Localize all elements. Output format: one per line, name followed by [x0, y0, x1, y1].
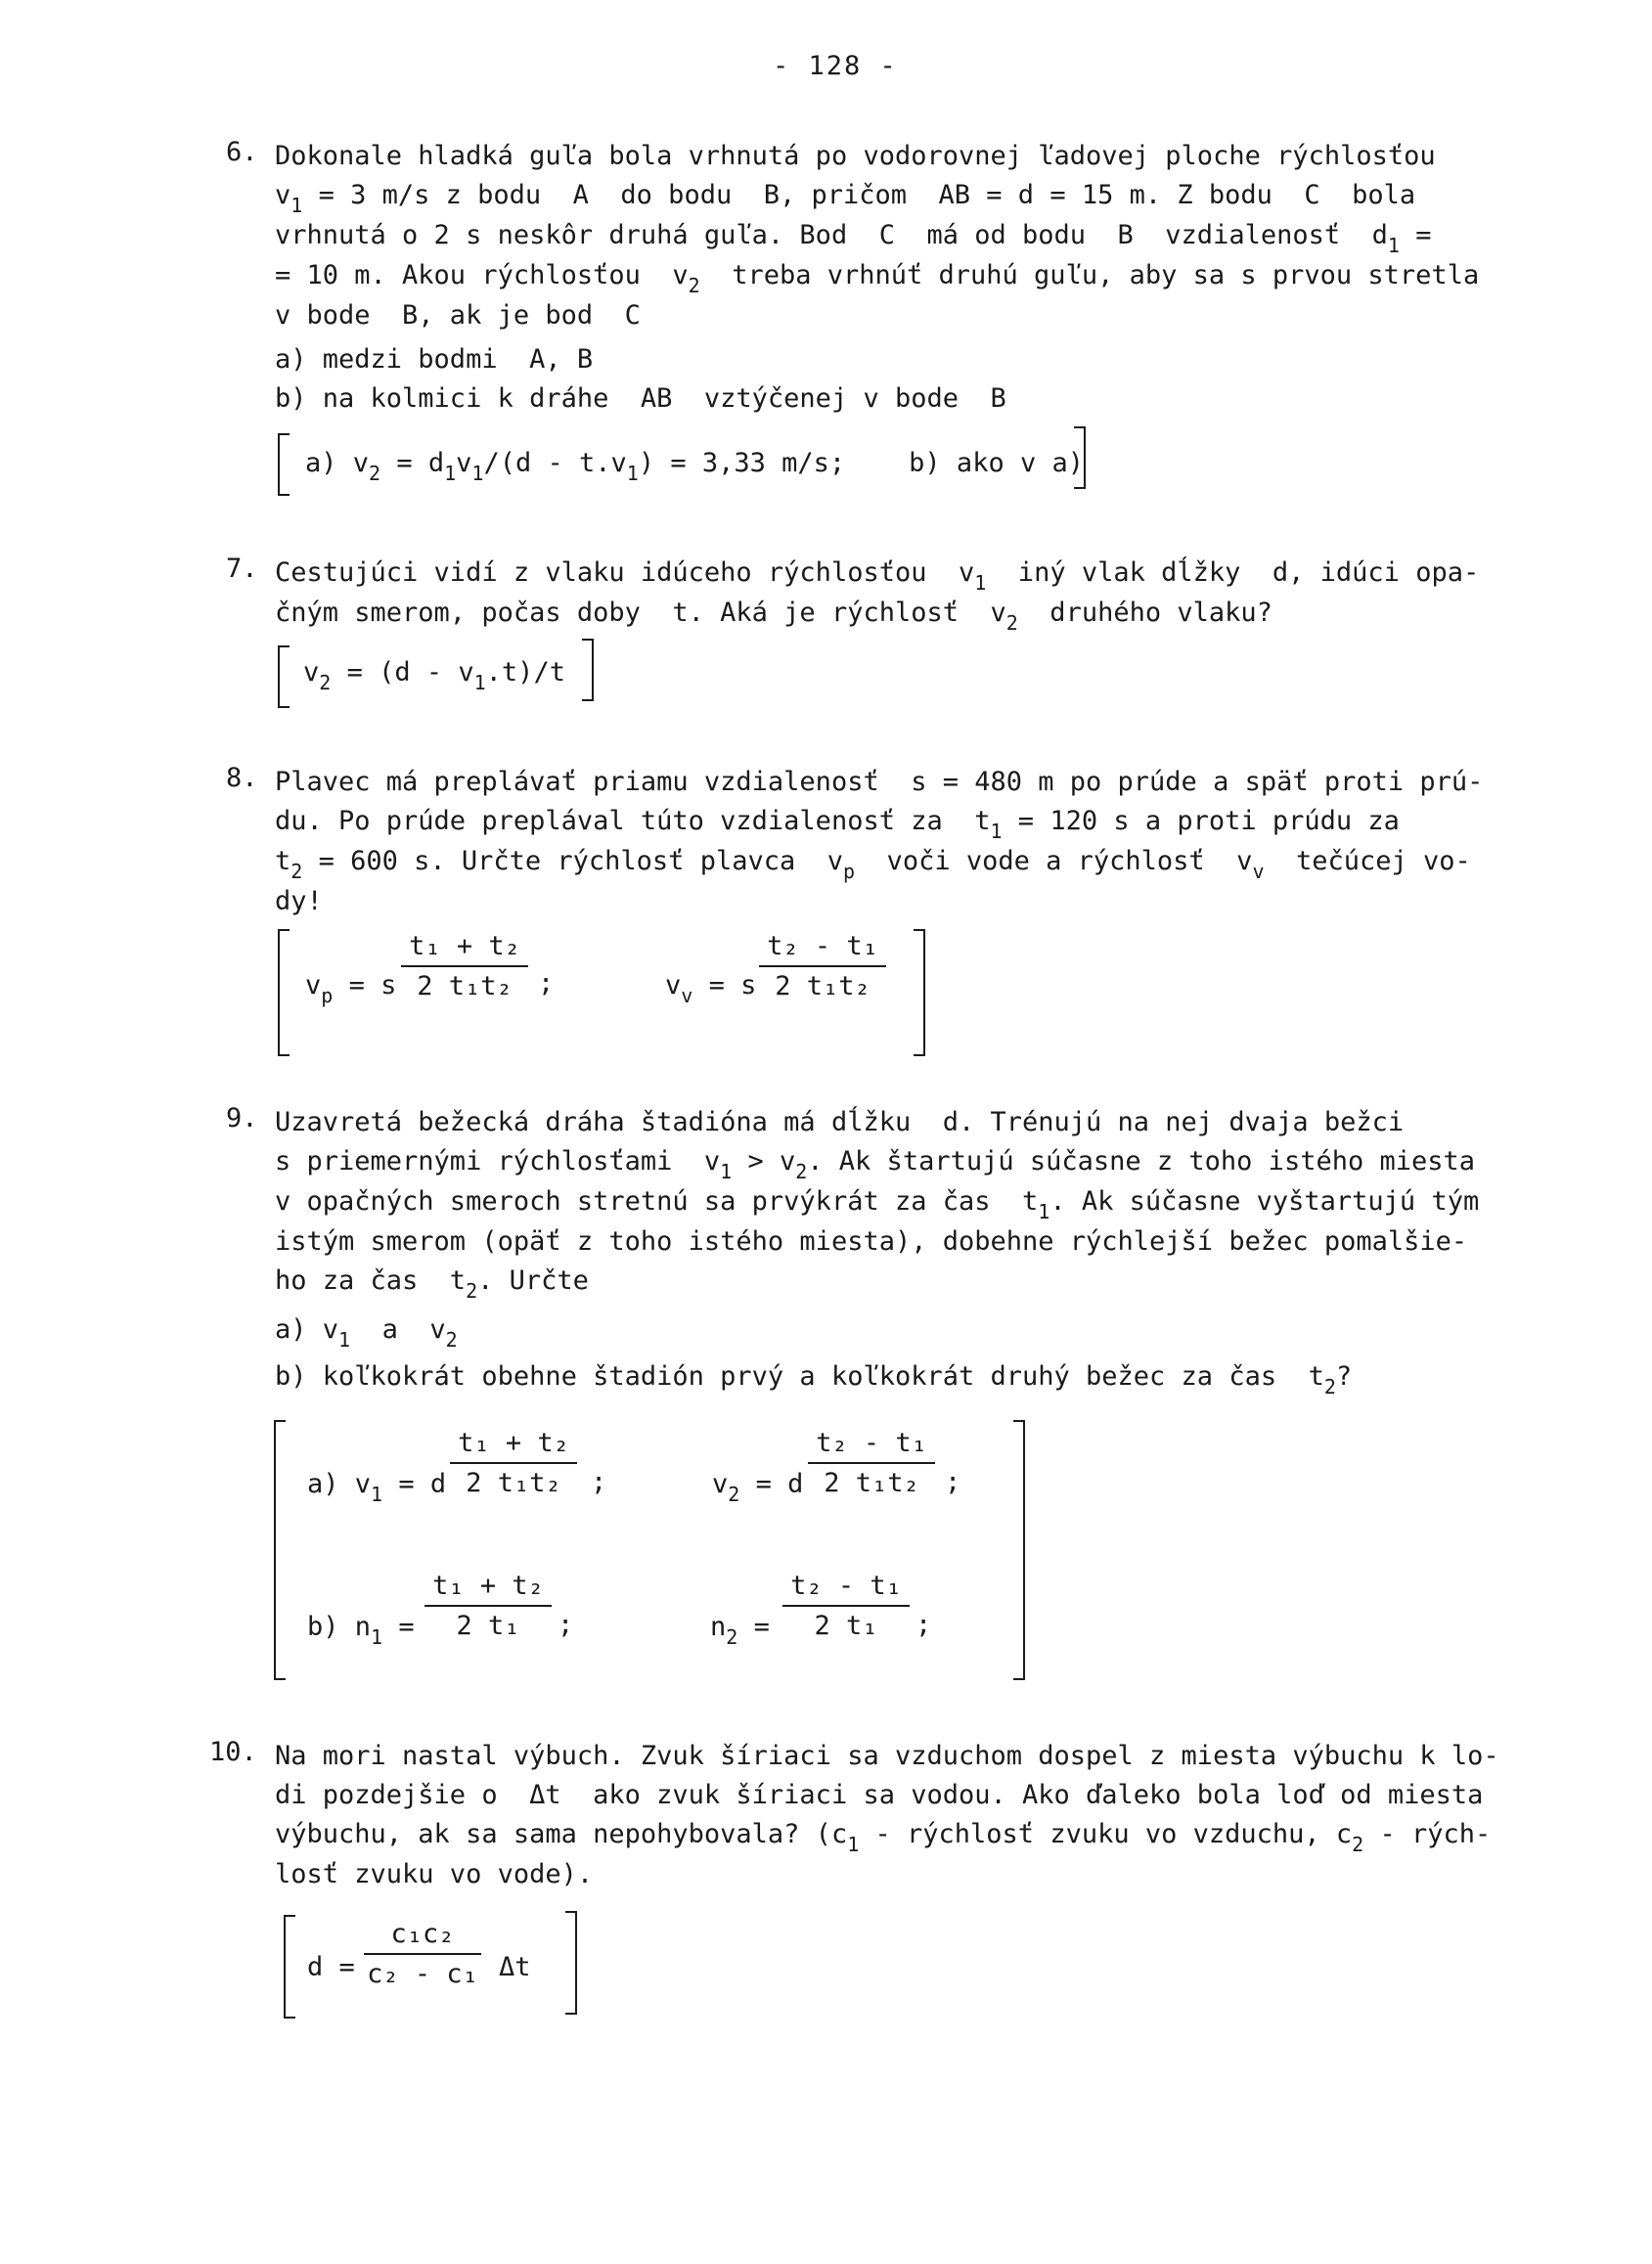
answer-bracket-right — [1074, 426, 1086, 489]
problem-6-line-5: v bode B, ak je bod C — [275, 300, 641, 331]
problem-9-line-5: ho za čas $t_2$. Určte — [275, 1265, 589, 1303]
problem-6-answer: a) $v_2 = d_1v_1/(d - t.v_1) = 3,33$ m/s; b) ako v a) — [305, 448, 1084, 485]
problem-8-line-2: du. Po prúde preplával túto vzdialenosť za $t_1 = 120$ s a proti prúdu za — [275, 806, 1400, 843]
answer-bracket-left — [274, 1420, 286, 1680]
problem-9-option-b: b) koľkokrát obehne štadión prvý a koľkokrát druhý bežec za čas $t_2$? — [275, 1361, 1353, 1398]
problem-9-b2-label: $n_2$ = — [710, 1612, 770, 1649]
problem-8-line-3: $t_2 = 600$ s. Určte rýchlosť plavca $v_p$ voči vode a rýchlosť $v_v$ tečúcej vo- — [275, 846, 1471, 883]
problem-10-label: d = — [307, 1952, 355, 1982]
problem-9-b-label: b) $n_1$ = — [307, 1612, 415, 1649]
problem-10-fraction: c₁c₂ c₂ - c₁ — [364, 1919, 481, 1989]
problem-6-text — [275, 137, 1488, 335]
problem-7-line-1: Cestujúci vidí z vlaku idúceho rýchlosťou $v_1$ iný vlak dĺžky d, idúci opa- — [275, 557, 1480, 595]
answer-bracket-left — [278, 645, 290, 708]
problem-9-option-a: a) $v_1$ a $v_2$ — [275, 1314, 458, 1352]
problem-8-number: 8. — [226, 763, 258, 793]
problem-10-delta-t: Δt — [499, 1952, 531, 1982]
problem-6-number: 6. — [226, 137, 258, 167]
problem-8-vv-fraction: t₂ - t₁ 2 t₁t₂ — [759, 931, 886, 1001]
problem-6-line-4: = 10 m. Akou rýchlosťou $v_2$ treba vrhnúť druhú guľu, aby sa s prvou stretla — [275, 260, 1480, 297]
problem-7-answer: $v_2 = (d - v_1.t)/t$ — [303, 657, 565, 694]
problem-10-text — [275, 1737, 1499, 1894]
problem-9-line-2: s priemernými rýchlosťami $v_1 > v_2$. Ak štartujú súčasne z toho istého miesta — [275, 1146, 1476, 1183]
problem-9-a2-fraction: t₂ - t₁ 2 t₁t₂ — [808, 1428, 935, 1498]
answer-bracket-right — [565, 1911, 577, 2015]
answer-bracket-left — [284, 1915, 295, 2019]
problem-9-separator: ; — [915, 1610, 932, 1640]
answer-bracket-left — [278, 433, 290, 496]
problem-9-line-4: istým smerom (opäť z toho istého miesta), dobehne rýchlejší bežec pomalšie- — [275, 1226, 1468, 1257]
problem-10-line-3: výbuchu, ak sa sama nepohybovala? ($c_1$ - rýchlosť zvuku vo vzduchu, $c_2$ - rých- — [275, 1819, 1492, 1856]
problem-9-line-3: v opačných smeroch stretnú sa prvýkrát za čas $t_1$. Ak súčasne vyštartujú tým — [275, 1186, 1480, 1223]
problem-8-line-4: dy! — [275, 886, 323, 916]
answer-bracket-right — [914, 929, 925, 1056]
problem-6-line-1: Dokonale hladká guľa bola vrhnutá po vodorovnej ľadovej ploche rýchlosťou — [275, 141, 1436, 171]
problem-9-line-1: Uzavretá bežecká dráha štadióna má dĺžku d. Trénujú na nej dvaja bežci — [275, 1107, 1405, 1137]
problem-9-separator: ; — [558, 1610, 574, 1640]
problem-7-line-2: čným smerom, počas doby t. Aká je rýchlosť $v_2$ druhého vlaku? — [275, 598, 1272, 635]
problem-6-line-2: $v_1 = 3$ m/s z bodu A do bodu B, pričom AB = d = 15 m. Z bodu C bola — [275, 180, 1416, 217]
problem-8-vp-fraction: t₁ + t₂ 2 t₁t₂ — [401, 931, 528, 1001]
problem-10-number: 10. — [209, 1737, 257, 1767]
problem-9-a2-label: $v_2 = d$ — [712, 1469, 804, 1506]
problem-8-vp-label: $v_p = s$ — [305, 970, 397, 1007]
answer-bracket-left — [278, 929, 290, 1056]
problem-6-option-a: a) medzi bodmi A, B — [275, 344, 594, 375]
problem-8-separator: ; — [538, 968, 555, 999]
problem-9-b2-fraction: t₂ - t₁ 2 t₁ — [782, 1571, 910, 1641]
problem-9-number: 9. — [226, 1103, 258, 1133]
problem-9-separator: ; — [945, 1467, 961, 1497]
problem-6-option-b: b) na kolmici k dráhe AB vztýčenej v bode B — [275, 383, 1006, 414]
problem-9-text — [275, 1103, 1488, 1302]
problem-9-a-fraction: t₁ + t₂ 2 t₁t₂ — [450, 1428, 577, 1498]
problem-10-line-1: Na mori nastal výbuch. Zvuk šíriaci sa vzduchom dospel z miesta výbuchu k lo- — [275, 1741, 1499, 1771]
answer-bracket-right — [582, 639, 594, 701]
problem-8-text — [275, 763, 1488, 921]
problem-9-a-label: a) $v_1 = d$ — [307, 1469, 447, 1506]
problem-7-text — [275, 554, 1488, 634]
page-number: - 128 - — [773, 51, 898, 81]
problem-9-b-fraction: t₁ + t₂ 2 t₁ — [424, 1571, 552, 1641]
problem-7-number: 7. — [226, 554, 258, 584]
problem-10-line-4: losť zvuku vo vode). — [275, 1859, 594, 1889]
answer-bracket-right — [1013, 1420, 1025, 1680]
problem-8-vv-label: $v_v = s$ — [665, 970, 757, 1007]
problem-9-separator: ; — [591, 1467, 607, 1497]
problem-8-line-1: Plavec má preplávať priamu vzdialenosť s = 480 m po prúde a späť proti prú- — [275, 767, 1484, 797]
problem-10-line-2: di pozdejšie o Δt ako zvuk šíriaci sa vodou. Ako ďaleko bola loď od miesta — [275, 1780, 1484, 1810]
problem-6-line-3: vrhnutá o 2 s neskôr druhá guľa. Bod C má od bodu B vzdialenosť $d_1$ = — [275, 220, 1432, 257]
